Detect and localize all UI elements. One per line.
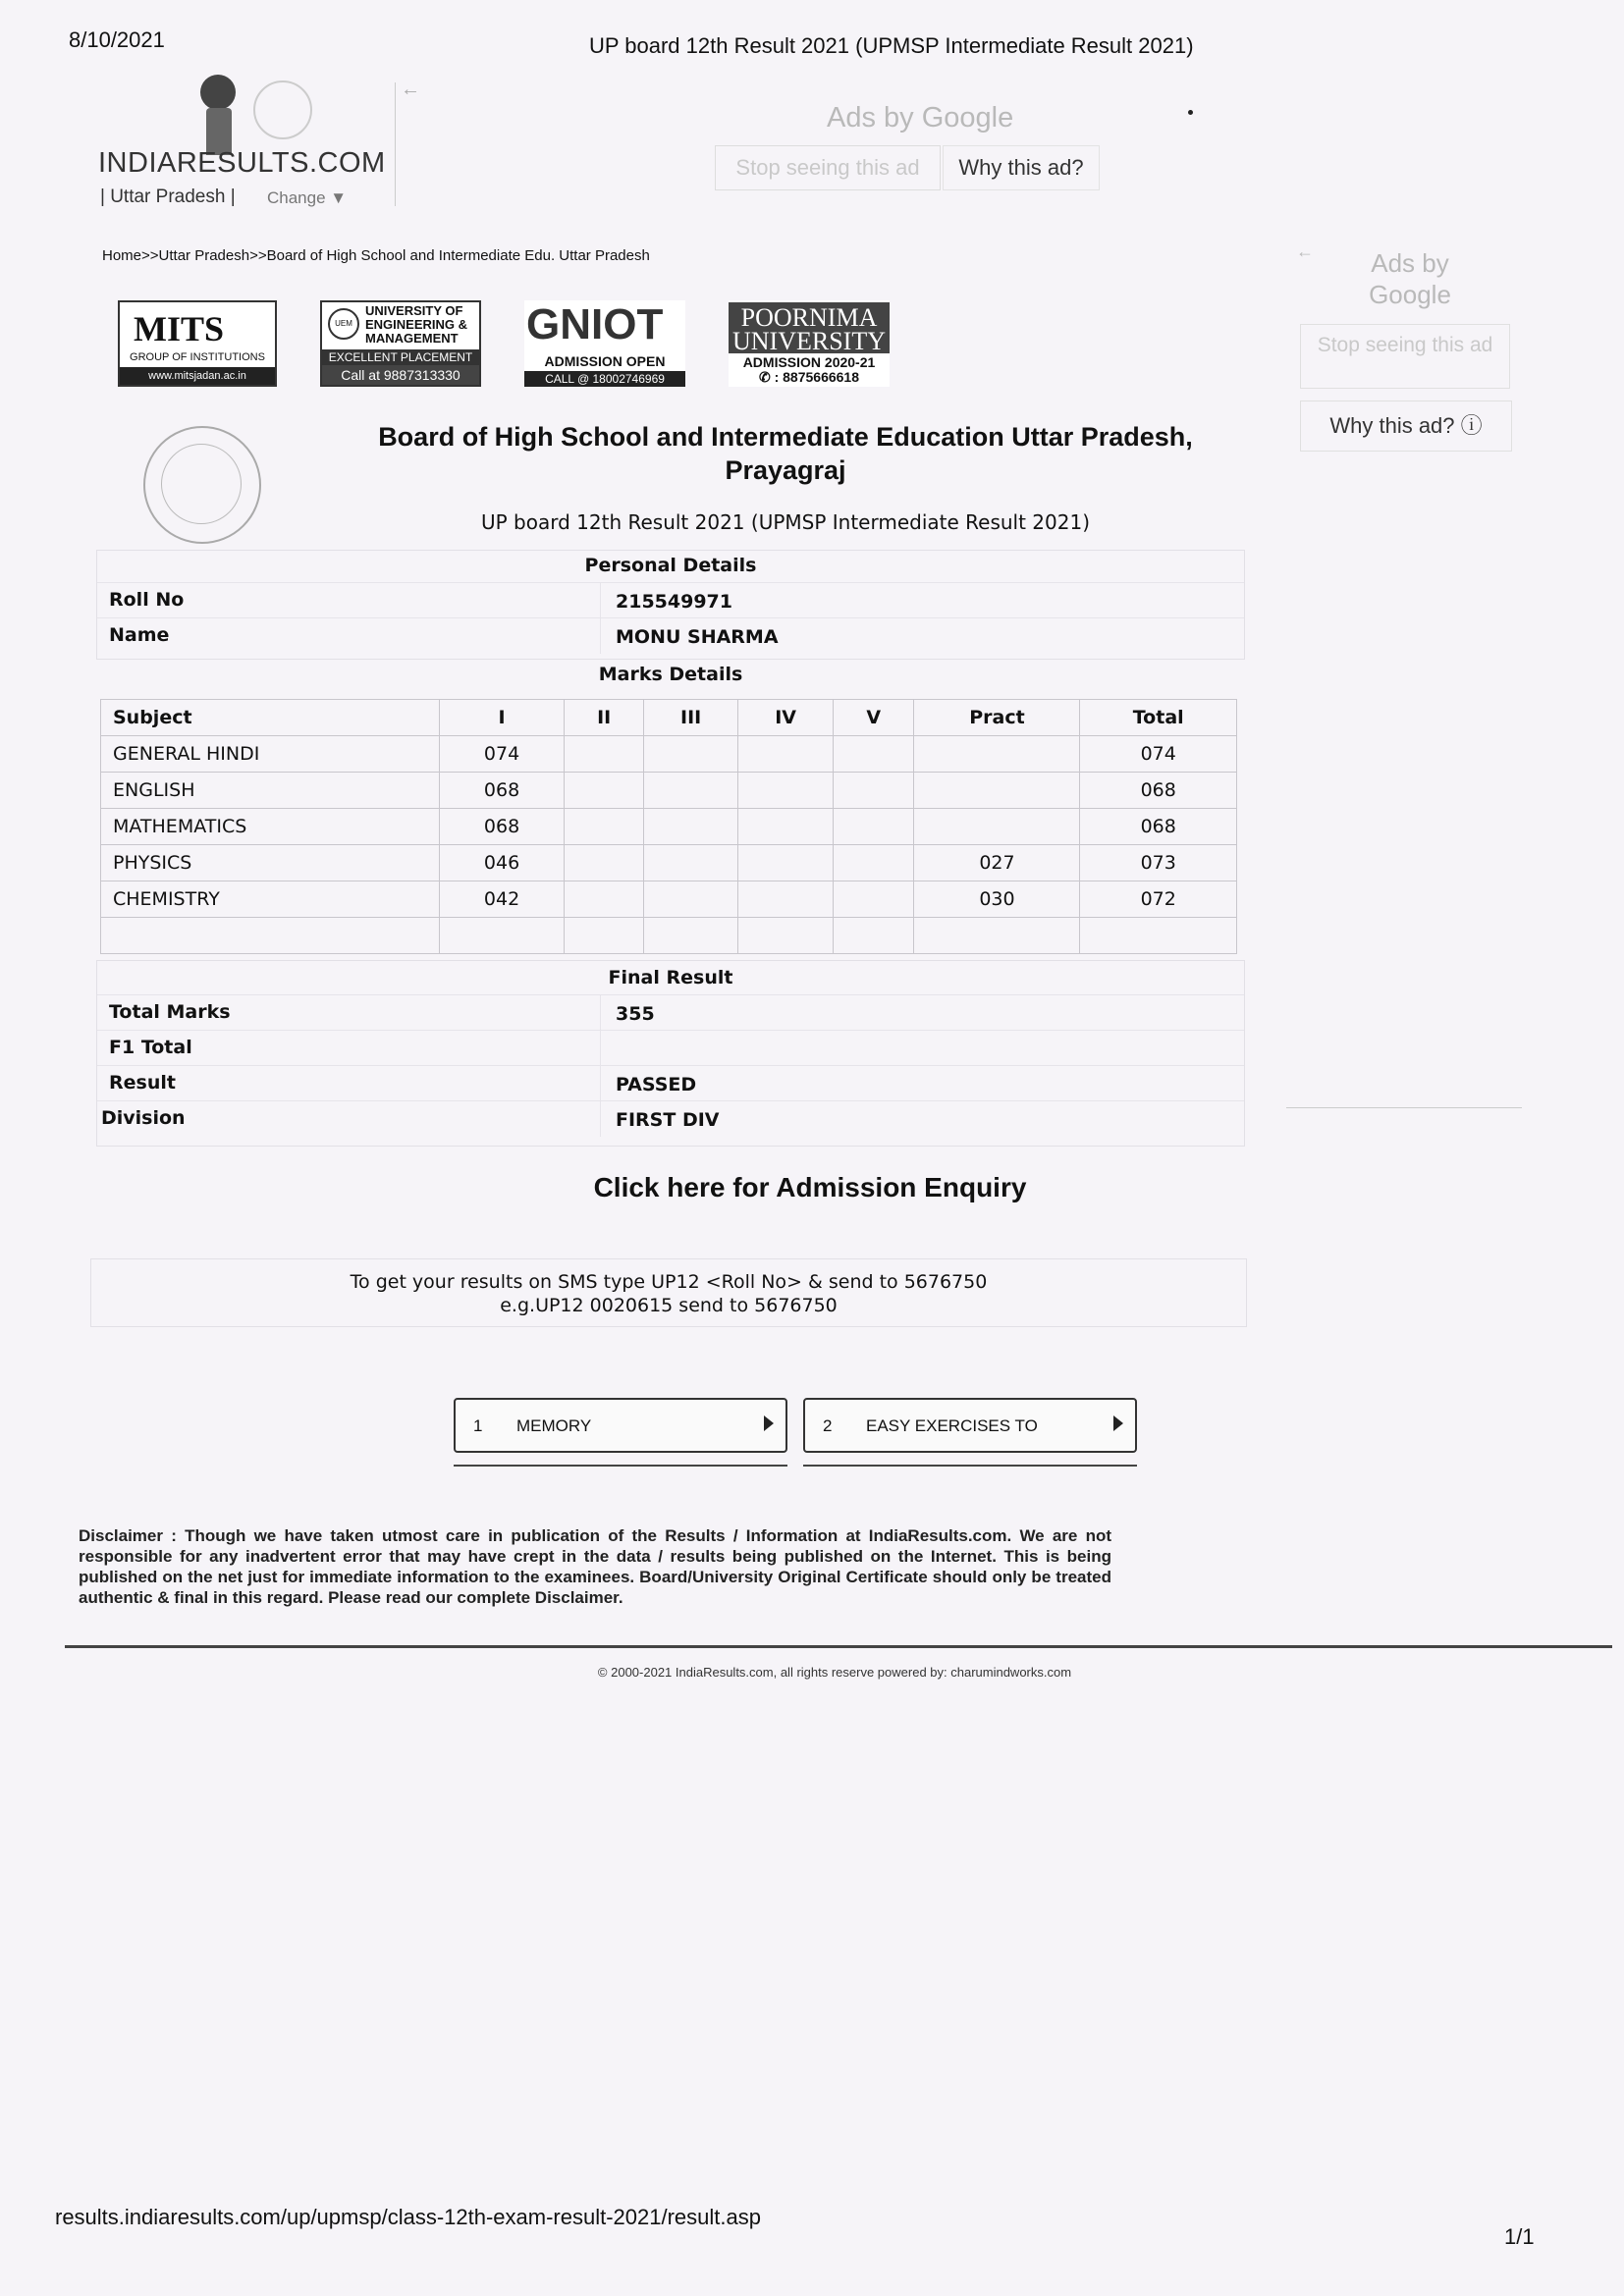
result-subtitle: UP board 12th Result 2021 (UPMSP Intermediate Result 2021) (480, 510, 1091, 534)
print-page-number: 1/1 (1504, 2224, 1535, 2249)
col-ii: II (565, 700, 644, 736)
f1-total-row (97, 1030, 1244, 1066)
poornima-admission-text: ADMISSION 2020-21 (742, 354, 876, 370)
mits-banner[interactable] (118, 300, 277, 387)
roll-row (97, 582, 1244, 618)
subject-cell: CHEMISTRY (101, 881, 440, 918)
marks-cell: 068 (1080, 809, 1237, 845)
table-row (101, 845, 1237, 881)
result-value: PASSED (616, 1074, 697, 1095)
subject-cell (101, 918, 440, 954)
col-iv: IV (738, 700, 834, 736)
marks-cell (914, 918, 1080, 954)
uem-seal-icon: UEM (328, 308, 359, 340)
marks-cell: 073 (1080, 845, 1237, 881)
site-logo[interactable] (98, 71, 386, 218)
marks-cell (834, 736, 914, 773)
nav-item-easy-exercises[interactable] (803, 1398, 1137, 1453)
mits-name: MITS (134, 309, 225, 348)
logo-text: INDIARESULTS.COM (98, 147, 386, 179)
logo-map-icon (253, 80, 312, 139)
f1-total-label: F1 Total (109, 1037, 192, 1058)
nav-item-label: MEMORY (516, 1416, 592, 1435)
marks-cell: 046 (440, 845, 565, 881)
marks-cell: 042 (440, 881, 565, 918)
side-divider (1286, 1107, 1522, 1108)
marks-cell (644, 918, 738, 954)
nav-item-number: 2 (823, 1416, 833, 1435)
subject-cell: MATHEMATICS (101, 809, 440, 845)
total-marks-row (97, 994, 1244, 1031)
why-this-ad-button[interactable]: Why this ad? (943, 145, 1100, 190)
marks-cell (834, 773, 914, 809)
gniot-admission: ADMISSION OPEN (544, 353, 666, 369)
state-label: | Uttar Pradesh | (100, 187, 236, 207)
marks-cell (738, 773, 834, 809)
uem-tag: EXCELLENT PLACEMENT (322, 349, 479, 365)
col-v: V (834, 700, 914, 736)
ad-back-arrow-icon[interactable]: ← (1296, 241, 1314, 261)
marks-cell (738, 918, 834, 954)
marks-cell (565, 773, 644, 809)
nav-underline (454, 1465, 787, 1467)
col-total: Total (1080, 700, 1237, 736)
marks-cell (738, 736, 834, 773)
marks-cell (565, 881, 644, 918)
marks-cell (738, 845, 834, 881)
marks-cell: 072 (1080, 881, 1237, 918)
ads-by-google-side-label: Ads by Google (1369, 248, 1451, 309)
change-state-link[interactable]: Change ▼ (267, 188, 348, 207)
ad-dot (1188, 110, 1193, 115)
subject-cell: GENERAL HINDI (101, 736, 440, 773)
poornima-admission (729, 355, 890, 385)
final-result-panel (96, 960, 1245, 1147)
marks-cell (834, 845, 914, 881)
footer-divider (65, 1645, 1612, 1648)
marks-details-heading: Marks Details (598, 664, 743, 685)
nav-item-memory[interactable] (454, 1398, 787, 1453)
name-label: Name (109, 624, 170, 646)
col-iii: III (644, 700, 738, 736)
marks-cell (834, 918, 914, 954)
stop-seeing-ad-button[interactable]: Stop seeing this ad (715, 145, 941, 190)
marks-cell (644, 773, 738, 809)
mits-sub: GROUP OF INSTITUTIONS (130, 351, 265, 363)
subject-cell: PHYSICS (101, 845, 440, 881)
marks-cell (644, 845, 738, 881)
marks-cell: 030 (914, 881, 1080, 918)
play-arrow-icon (764, 1415, 774, 1431)
gniot-call: CALL @ 18002746969 (524, 371, 685, 387)
total-marks-label: Total Marks (109, 1001, 231, 1023)
table-row (101, 809, 1237, 845)
marks-cell: 074 (1080, 736, 1237, 773)
result-label: Result (109, 1072, 176, 1094)
poornima-phone: ✆ : 8875666618 (758, 369, 860, 385)
marks-cell (565, 918, 644, 954)
col-subject: Subject (101, 700, 440, 736)
disclaimer-text: Disclaimer : Though we have taken utmost care in publication of the Results / Information at IndiaResults.com. We are not responsible for any inadvertent error that may have crept in the data / results being published on the Internet. This is being published on the net just for immediate information to the examinees. Board/University Original Certificate should only be treated authentic & final in this regard. Please read our complete Disclaimer. (79, 1526, 1111, 1607)
logo-person-icon (196, 75, 244, 153)
roll-label: Roll No (109, 589, 185, 611)
sms-example: e.g.UP12 0020615 send to 5676750 (500, 1295, 838, 1316)
why-this-ad-side-button[interactable]: Why this ad? ⓘ (1300, 400, 1512, 452)
result-row (97, 1065, 1244, 1101)
division-row (97, 1100, 1244, 1137)
marks-cell (565, 809, 644, 845)
nav-underline (803, 1465, 1137, 1467)
marks-cell (440, 918, 565, 954)
marks-cell: 068 (440, 773, 565, 809)
mits-url: www.mitsjadan.ac.in (120, 367, 275, 385)
name-value: MONU SHARMA (616, 626, 779, 648)
nav-item-number: 1 (473, 1416, 483, 1435)
personal-details-heading: Personal Details (584, 555, 757, 576)
marks-cell (738, 881, 834, 918)
table-row (101, 736, 1237, 773)
marks-cell: 068 (1080, 773, 1237, 809)
total-marks-value: 355 (616, 1003, 655, 1025)
name-row (97, 617, 1244, 654)
final-result-heading: Final Result (608, 967, 733, 988)
marks-table (100, 699, 1237, 954)
copyright: © 2000-2021 IndiaResults.com, all rights reserve powered by: charumindworks.com (597, 1665, 1072, 1680)
marks-cell (644, 881, 738, 918)
print-date: 8/10/2021 (69, 27, 165, 52)
marks-cell (914, 736, 1080, 773)
marks-cell (1080, 918, 1237, 954)
table-row (101, 773, 1237, 809)
sms-info-box (90, 1258, 1247, 1327)
marks-cell: 074 (440, 736, 565, 773)
gniot-name: GNIOT (526, 300, 664, 348)
marks-cell (914, 809, 1080, 845)
play-arrow-icon (1113, 1415, 1123, 1431)
back-arrow-icon[interactable]: ← (401, 79, 420, 100)
board-seal-icon (143, 426, 261, 544)
marks-cell (565, 736, 644, 773)
breadcrumb[interactable]: Home>>Uttar Pradesh>>Board of High School and Intermediate Edu. Uttar Pradesh (102, 247, 650, 264)
ads-by-google-label: Ads by Google (827, 102, 1014, 133)
roll-value: 215549971 (616, 591, 732, 613)
marks-cell (834, 809, 914, 845)
board-title: Board of High School and Intermediate Education Uttar Pradesh, Prayagraj (378, 422, 1193, 485)
marks-cell (834, 881, 914, 918)
uem-call: Call at 9887313330 (322, 365, 479, 385)
marks-header-row (101, 700, 1237, 736)
personal-details-panel (96, 550, 1245, 660)
sms-instruction: To get your results on SMS type UP12 <Roll No> & send to 5676750 (350, 1271, 988, 1293)
nav-item-label: EASY EXERCISES TO (866, 1416, 1038, 1435)
marks-cell: 068 (440, 809, 565, 845)
marks-cell (565, 845, 644, 881)
print-title: UP board 12th Result 2021 (UPMSP Intermediate Result 2021) (589, 33, 1194, 58)
stop-seeing-ad-side-button[interactable]: Stop seeing this ad (1300, 324, 1510, 389)
division-label: Division (101, 1107, 186, 1129)
poornima-banner[interactable] (729, 300, 890, 387)
marks-cell (644, 809, 738, 845)
header-divider (395, 82, 396, 206)
poornima-name: POORNIMA UNIVERSITY (729, 302, 890, 353)
marks-cell (914, 773, 1080, 809)
marks-cell: 027 (914, 845, 1080, 881)
col-i: I (440, 700, 565, 736)
gniot-banner[interactable] (524, 300, 685, 387)
print-url: results.indiaresults.com/up/upmsp/class-12th-exam-result-2021/result.asp (55, 2205, 761, 2229)
marks-cell (644, 736, 738, 773)
division-value: FIRST DIV (616, 1109, 720, 1131)
col-pract: Pract (914, 700, 1080, 736)
uem-name: UNIVERSITY OF ENGINEERING & MANAGEMENT (365, 303, 468, 346)
marks-cell (738, 809, 834, 845)
table-row (101, 918, 1237, 954)
uem-banner[interactable] (320, 300, 481, 387)
table-row (101, 881, 1237, 918)
subject-cell: ENGLISH (101, 773, 440, 809)
admission-enquiry-link[interactable]: Click here for Admission Enquiry (593, 1172, 1027, 1202)
